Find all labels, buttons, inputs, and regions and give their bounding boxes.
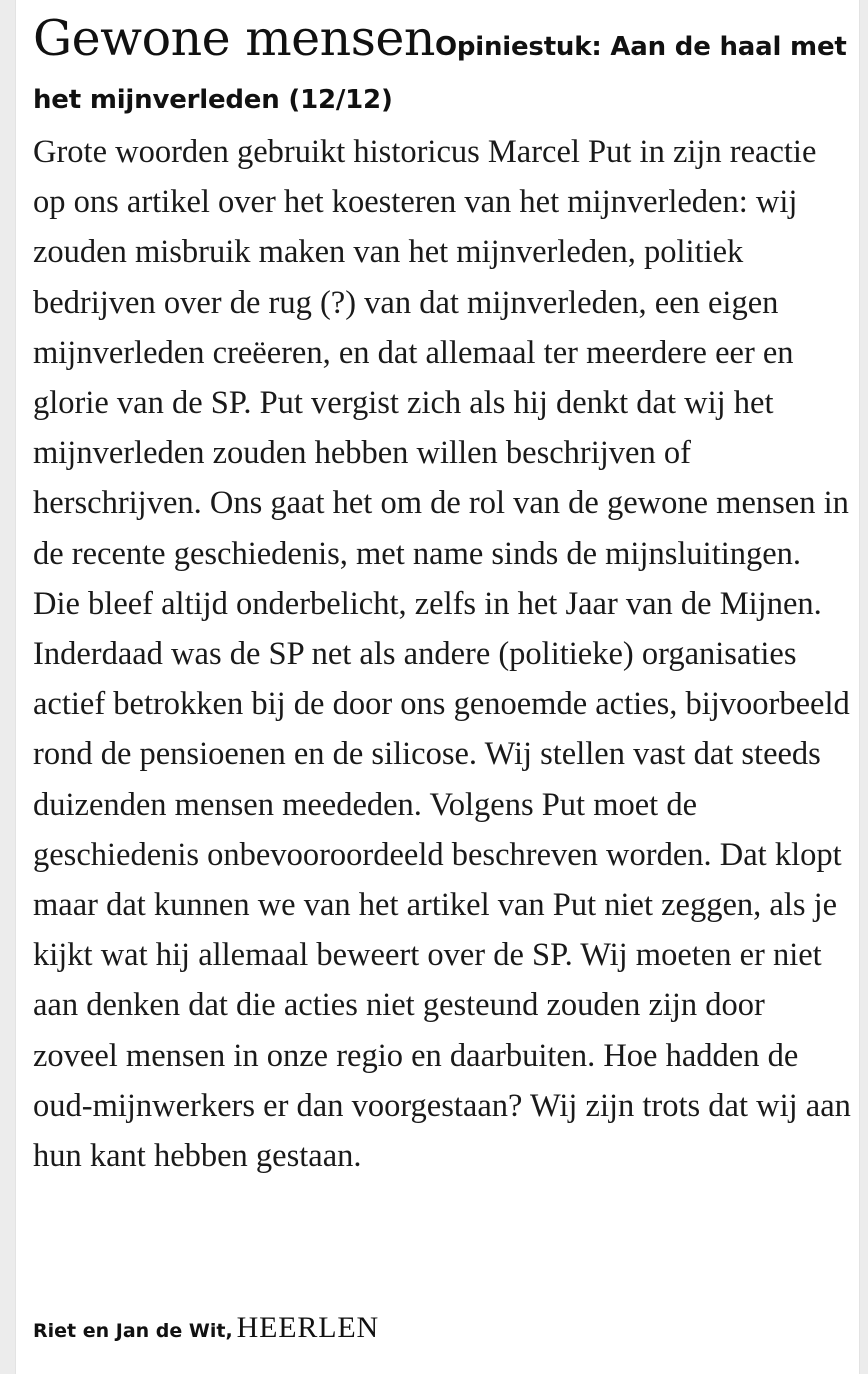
author-signature <box>33 1308 379 1353</box>
article-content <box>33 10 855 1181</box>
author-names: Riet en Jan de Wit, <box>33 1320 233 1342</box>
article-header <box>33 10 855 125</box>
article-body: Grote woorden gebruikt historicus Marcel Put in zijn reactie op ons artikel over het koesteren van het mijnverleden: wij zouden misbruik maken van het mijnverleden, politiek bedrijven over de rug (?) van dat mijnverleden, een eigen mijnverleden creëeren, en dat allemaal ter meerdere eer en glorie van de SP. Put vergist zich als hij denkt dat wij het mijnverleden zouden hebben willen beschrijven of herschrijven. Ons gaat het om de rol van de gewone mensen in de recente geschiedenis, met name sinds de mijnsluitingen. Die bleef altijd onderbelicht, zelfs in het Jaar van de Mijnen. Inderdaad was de SP net als andere (politieke) organisaties actief betrokken bij de door ons genoemde acties, bijvoorbeeld rond de pensioenen en de silicose. Wij stellen vast dat steeds duizenden mensen meededen. Volgens Put moet de geschiedenis onbevooroordeeld beschreven worden. Dat klopt maar dat kunnen we van het artikel van Put niet zeggen, als je kijkt wat hij allemaal beweert over de SP. Wij moeten er niet aan denken dat die acties niet gesteund zouden zijn door zoveel mensen in onze regio en daarbuiten. Hoe hadden de oud-mijnwerkers er dan voorgestaan? Wij zijn trots dat wij aan hun kant hebben gestaan. <box>33 134 851 1175</box>
kicker: Opiniestuk: Aan de haal met het mijnverleden (12/12) <box>33 32 847 115</box>
author-place: HEERLEN <box>236 1311 379 1344</box>
headline: Gewone mensen <box>33 10 435 67</box>
article-page <box>15 0 860 1374</box>
